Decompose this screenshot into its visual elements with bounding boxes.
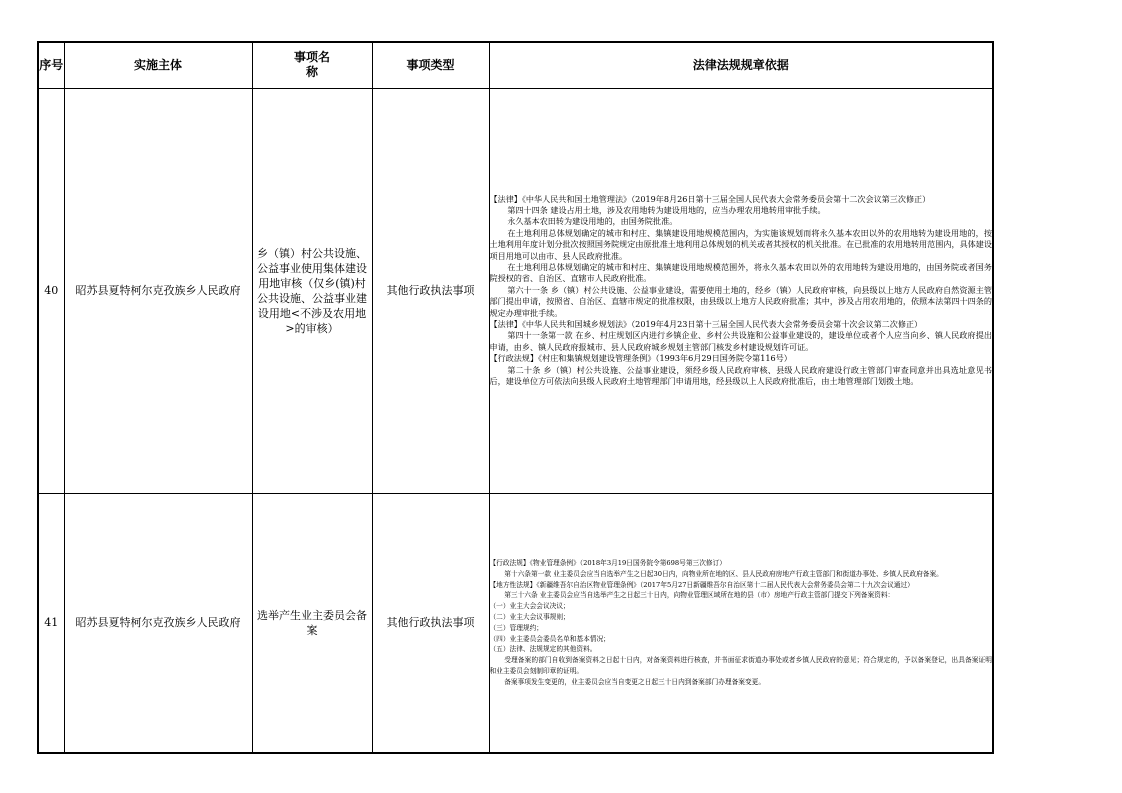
legal-basis-line: （一）业主大会会议决议； [489,602,570,611]
row-item-type: 其他行政执法事项 [372,493,489,753]
row-item-name: 乡（镇）村公共设施、公益事业使用集体建设用地审核（仅乡(镇)村公共设施、公益事业建设用地<不涉及农用地>的审核） [252,88,372,493]
row-item-type: 其他行政执法事项 [372,88,489,493]
table-row [38,88,993,493]
legal-basis-line: 第三十六条 业主委员会应当自选举产生之日起三十日内，向物业管理区域所在地的县（市）房地产行政主管部门提交下列备案资料： [504,591,895,600]
header-item-name: 事项名称 [252,42,372,88]
legal-basis-line: 【法律】《中华人民共和国土地管理法》（2019年8月26日第十三届全国人民代表大会常务委员会第十二次会议第三次修正） [489,193,931,204]
row-item-name: 选举产生业主委员会备案 [252,493,372,753]
table-header-row [38,42,993,88]
legal-basis-line: 第四十四条 建设占用土地，涉及农用地转为建设用地的，应当办理农用地转用审批手续。 [507,204,826,215]
legal-basis-line: 备案事项发生变更的，业主委员会应当自变更之日起三十日内到备案部门办理备案变更。 [504,677,766,686]
header-index: 序号 [38,42,64,88]
legal-basis-line: 第二十条 乡（镇）村公共设施、公益事业建设，须经乡级人民政府审核、县级人民政府建设行政主管部门审查同意并出具选址意见书后，建设单位方可依法向县级人民政府土地管理部门申请用地，经县级以上人民政府批准后，由土地管理部门划拨土地。 [489,364,992,387]
legal-basis-line: 永久基本农田转为建设用地的，由国务院批准。 [507,216,678,227]
legal-basis-line: 在土地利用总体规划确定的城市和村庄、集镇建设用地规模范围外，将永久基本农田以外的农用地转为建设用地的，由国务院或者国务院授权的省、自治区、直辖市人民政府批准。 [489,261,992,284]
legal-basis-line: （二）业主大会议事规则； [489,612,570,621]
row-legal-basis [489,88,993,493]
legal-basis-line: 在土地利用总体规划确定的城市和村庄、集镇建设用地规模范围内，为实施该规划而将永久基本农田以外的农用地转为建设用地的，按土地利用年度计划分批次按照国务院规定由原批准土地利用总体规划的机关或者其授权的机关批准。在已批准的农用地转用范围内，具体建设项目用地可以由市、县人民政府批准。 [489,227,992,261]
legal-basis-line: （三）管理规约； [489,623,543,632]
row-index: 40 [38,88,64,493]
header-entity: 实施主体 [64,42,252,88]
legal-basis-line: 【地方性法规】《新疆维吾尔自治区物业管理条例》（2017年5月27日新疆维吾尔自治区第十二届人民代表大会常务委员会第二十九次会议通过） [489,580,914,589]
row-entity: 昭苏县夏特柯尔克孜族乡人民政府 [64,88,252,493]
row-entity: 昭苏县夏特柯尔克孜族乡人民政府 [64,493,252,753]
legal-basis-line: 第十六条第一款 业主委员会应当自选举产生之日起30日内，向物业所在地的区、县人民政府房地产行政主管部门和街道办事处、乡镇人民政府备案。 [504,569,943,578]
legal-basis-line: 第六十一条 乡（镇）村公共设施、公益事业建设，需要使用土地的，经乡（镇）人民政府审核，向县级以上地方人民政府自然资源主管部门提出申请，按照省、自治区、直辖市规定的批准权限，由县级以上地方人民政府批准；其中，涉及占用农用地的，依照本法第四十四条的规定办理审批手续。 [489,284,992,318]
header-item-type: 事项类型 [372,42,489,88]
legal-basis-line: （五）法律、法规规定的其他资料。 [489,645,597,654]
row-legal-basis [489,493,993,753]
table-row [38,493,993,753]
legal-basis-line: 【法律】《中华人民共和国城乡规划法》（2019年4月23日第十三届全国人民代表大会常务委员会第十次会议第二次修正） [489,319,923,330]
legal-basis-line: 【行政法规】《村庄和集镇规划建设管理条例》（1993年6月29日国务院令第116号） [489,353,792,364]
header-legal-basis: 法律法规规章依据 [489,42,993,88]
administrative-items-table [37,41,994,754]
legal-basis-line: （四）业主委员会委员名单和基本情况； [489,634,610,643]
legal-basis-line: 【行政法规】《物业管理条例》（2018年3月19日国务院令第698号第三次修订） [489,558,726,567]
legal-basis-line: 第四十一条第一款 在乡、村庄规划区内进行乡镇企业、乡村公共设施和公益事业建设的，建设单位或者个人应当向乡、镇人民政府提出申请，由乡、镇人民政府报城市、县人民政府城乡规划主管部门核发乡村建设规划许可证。 [489,330,992,352]
row-index: 41 [38,493,64,753]
legal-basis-line: 受理备案的部门自收到备案资料之日起十日内，对备案资料进行核查，并书面征求街道办事处或者乡镇人民政府的意见；符合规定的，予以备案登记，出具备案证明和业主委员会刻制印章的证明。 [489,656,992,675]
